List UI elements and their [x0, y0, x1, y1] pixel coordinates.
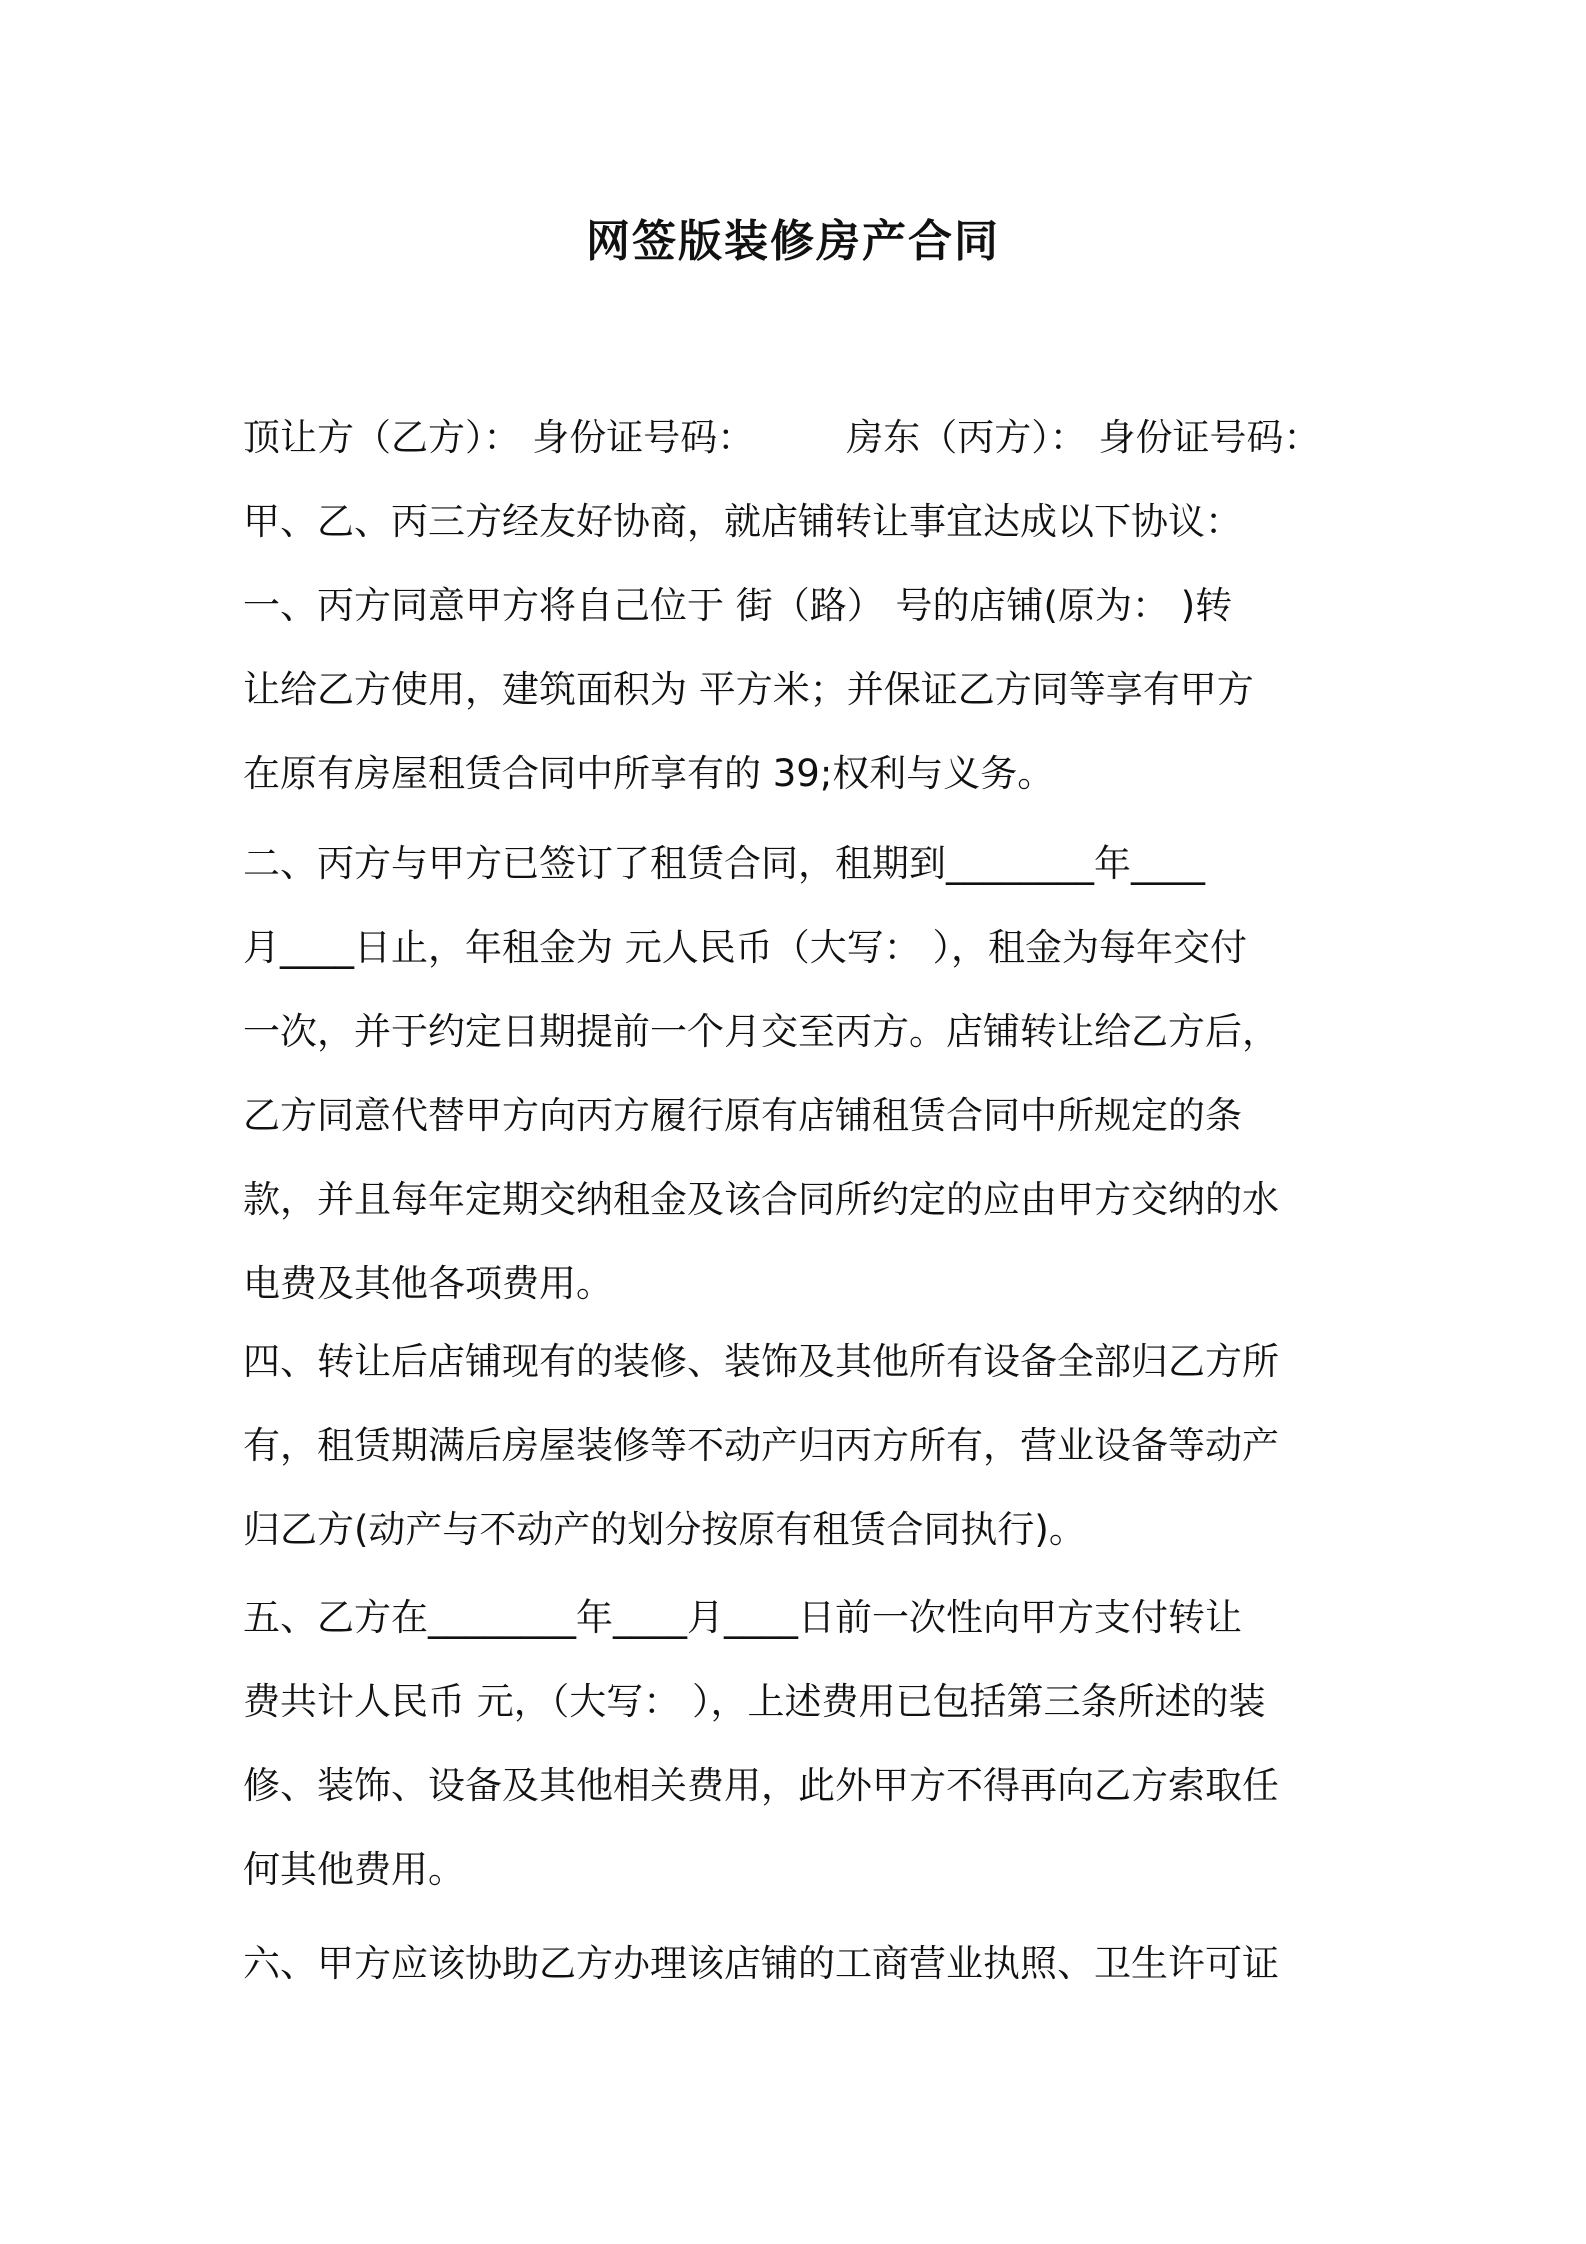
clause-6 [243, 1922, 1353, 2006]
clause-2 [243, 822, 1353, 1326]
clause-2-line: 月____日止，年租金为 元人民币（大写： ），租金为每年交付 [243, 926, 1248, 969]
clause-4-line: 四、转让后店铺现有的装修、装饰及其他所有设备全部归乙方所 [243, 1340, 1279, 1383]
clause-2-line: 电费及其他各项费用。 [243, 1262, 613, 1305]
clause-5 [243, 1576, 1353, 1912]
clause-1-line: 让给乙方使用，建筑面积为 平方米；并保证乙方同等享有甲方 [243, 668, 1254, 711]
clause-2-line: 一次，并于约定日期提前一个月交至丙方。店铺转让给乙方后， [243, 1010, 1279, 1053]
clause-4-line: 归乙方(动产与不动产的划分按原有租赁合同执行)。 [243, 1508, 1086, 1551]
clause-5-line: 何其他费用。 [243, 1848, 465, 1891]
clause-1-line: 在原有房屋租赁合同中所享有的 39;权利与义务。 [243, 752, 1055, 795]
clause-1 [243, 564, 1353, 816]
clause-2-line: 款，并且每年定期交纳租金及该合同所约定的应由甲方交纳的水 [243, 1178, 1279, 1221]
clause-5-line: 费共计人民币 元，（大写： ），上述费用已包括第三条所述的装 [243, 1680, 1266, 1723]
clause-5-line: 修、装饰、设备及其他相关费用，此外甲方不得再向乙方索取任 [243, 1764, 1279, 1807]
document-title: 网签版装修房产合同 [586, 216, 1000, 267]
clause-2-line: 二、丙方与甲方已签订了租赁合同，租期到________年____ [243, 842, 1205, 885]
clause-2-line: 乙方同意代替甲方向丙方履行原有店铺租赁合同中所规定的条 [243, 1094, 1242, 1137]
clause-5-line: 五、乙方在________年____月____日前一次性向甲方支付转让 [243, 1596, 1242, 1639]
parties-line [243, 396, 1321, 480]
clause-1-line: 一、丙方同意甲方将自己位于 街（路） 号的店铺(原为： )转 [243, 584, 1233, 627]
intro-paragraph: 甲、乙、丙三方经友好协商，就店铺转让事宜达成以下协议： [243, 500, 1242, 543]
transferee-id-label: 顶让方（乙方）： 身份证号码： [243, 416, 755, 459]
landlord-id-label: 房东（丙方）： 身份证号码： [846, 416, 1321, 459]
clause-6-line: 六、甲方应该协助乙方办理该店铺的工商营业执照、卫生许可证 [243, 1942, 1279, 1985]
clause-4-line: 有，租赁期满后房屋装修等不动产归丙方所有，营业设备等动产 [243, 1424, 1279, 1467]
clause-4 [243, 1320, 1353, 1572]
